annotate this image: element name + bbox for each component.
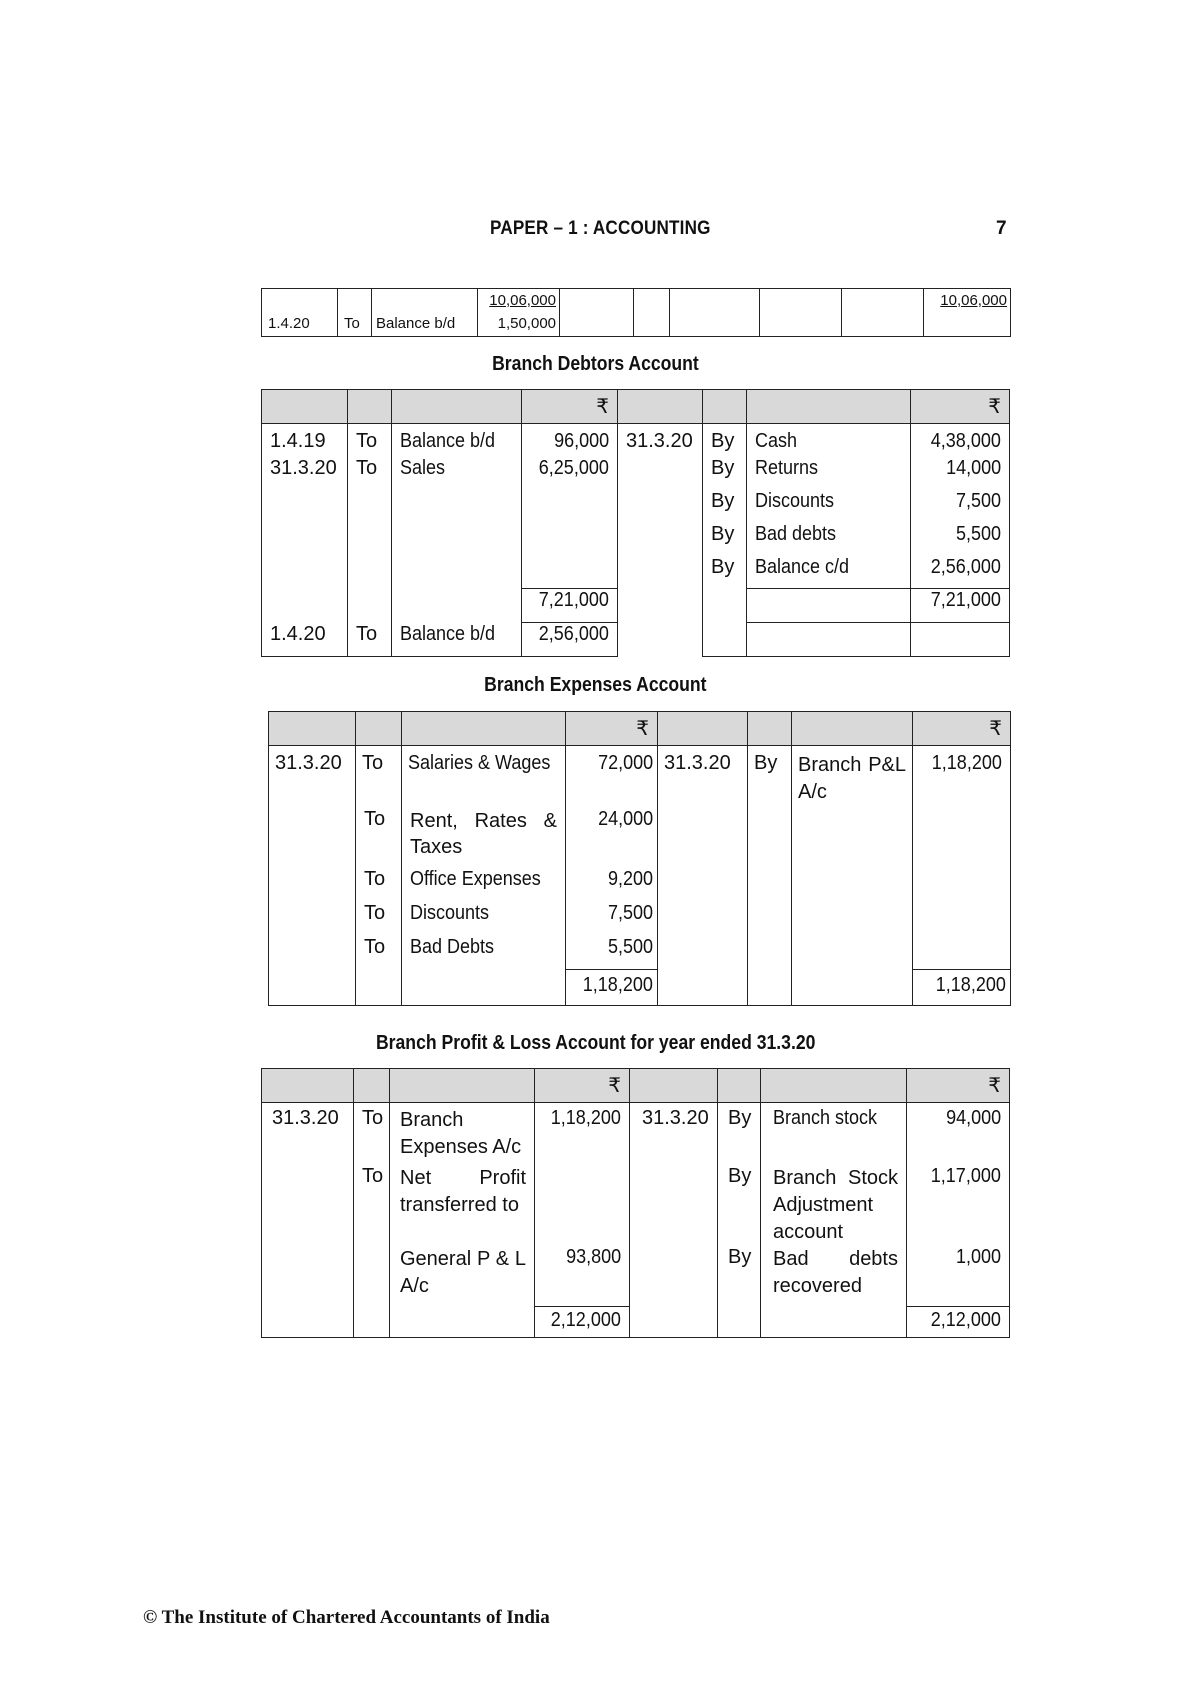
debtors-dr-particulars: Sales bbox=[400, 456, 446, 479]
expenses-dr-prefix: To bbox=[356, 936, 402, 970]
expenses-dr-prefix: To bbox=[356, 746, 402, 808]
debtors-total-dr: 7,21,000 bbox=[538, 589, 609, 611]
debtors-cr-amount: 4,38,000 bbox=[930, 430, 1001, 452]
expenses-total-cr: 1,18,200 bbox=[935, 974, 1006, 996]
debtors-currency-dr: ₹ bbox=[522, 390, 618, 424]
debtors-dr-particulars: Balance b/d bbox=[400, 430, 496, 452]
expenses-dr-amount: 72,000 bbox=[597, 752, 653, 774]
debtors-cr-prefix: By bbox=[703, 523, 747, 556]
pl-cr-prefix: By bbox=[718, 1161, 761, 1246]
debtors-cr-date bbox=[618, 457, 703, 490]
debtors-cr-particulars: Cash bbox=[755, 430, 798, 452]
debtors-dr-prefix: To bbox=[348, 457, 392, 490]
expenses-dr-amount: 5,500 bbox=[607, 935, 653, 958]
pl-dr-particulars: General P & L A/c bbox=[390, 1246, 535, 1306]
pl-dr-prefix: To bbox=[354, 1103, 390, 1162]
pl-dr-amount: 1,18,200 bbox=[550, 1107, 621, 1129]
debtors-total-cr: 7,21,000 bbox=[930, 589, 1001, 611]
debtors-cr-amount: 7,500 bbox=[955, 489, 1001, 512]
expenses-dr-amount: 9,200 bbox=[607, 867, 653, 890]
expenses-dr-prefix: To bbox=[356, 868, 402, 902]
debtors-cr-prefix: By bbox=[703, 556, 747, 589]
debtors-cr-particulars: Balance c/d bbox=[755, 555, 850, 578]
expenses-total-dr: 1,18,200 bbox=[582, 974, 653, 996]
debtors-closing-prefix: To bbox=[348, 623, 392, 657]
pl-dr-amount: 93,800 bbox=[565, 1246, 621, 1268]
expenses-currency-dr: ₹ bbox=[566, 712, 658, 746]
expenses-dr-particulars: Rent, Rates & Taxes bbox=[402, 808, 566, 868]
expenses-dr-particulars: Office Expenses bbox=[410, 867, 541, 890]
continued-row-prefix: To bbox=[338, 313, 372, 337]
pl-cr-amount: 94,000 bbox=[945, 1107, 1001, 1129]
pl-dr-particulars: Net Profit transferred to bbox=[390, 1161, 535, 1246]
pl-total-dr: 2,12,000 bbox=[550, 1308, 621, 1331]
pl-total-cr: 2,12,000 bbox=[930, 1308, 1001, 1331]
debtors-cr-amount: 5,500 bbox=[955, 522, 1001, 545]
expenses-dr-amount: 7,500 bbox=[607, 901, 653, 924]
page-header-title: PAPER – 1 : ACCOUNTING bbox=[490, 218, 711, 239]
expenses-cr-particulars: Branch P&L A/c bbox=[792, 746, 913, 808]
expenses-dr-particulars: Bad Debts bbox=[410, 935, 495, 958]
pl-cr-prefix: By bbox=[718, 1103, 761, 1162]
expenses-dr-particulars: Salaries & Wages bbox=[408, 752, 551, 774]
pl-dr-particulars: Branch Expenses A/c bbox=[390, 1103, 535, 1162]
expenses-account-title: Branch Expenses Account bbox=[484, 674, 707, 696]
expenses-dr-amount: 24,000 bbox=[597, 807, 653, 830]
debtors-closing-particulars: Balance b/d bbox=[400, 622, 496, 645]
debtors-account-table bbox=[261, 389, 1010, 657]
pl-cr-date: 31.3.20 bbox=[630, 1103, 718, 1162]
expenses-cr-date: 31.3.20 bbox=[658, 746, 748, 808]
pl-cr-amount: 1,17,000 bbox=[930, 1165, 1001, 1187]
pl-dr-date: 31.3.20 bbox=[262, 1103, 354, 1162]
pl-cr-particulars: Branch Stock Adjustment account bbox=[761, 1161, 907, 1246]
expenses-cr-prefix: By bbox=[748, 746, 792, 808]
debtors-dr-date: 31.3.20 bbox=[262, 457, 348, 490]
expenses-cr-amount: 1,18,200 bbox=[931, 752, 1002, 774]
debtors-dr-prefix: To bbox=[348, 424, 392, 457]
debtors-cr-particulars: Discounts bbox=[755, 489, 835, 512]
pl-cr-amount: 1,000 bbox=[955, 1246, 1001, 1268]
page-number: 7 bbox=[996, 218, 1007, 239]
debtors-cr-amount: 14,000 bbox=[945, 456, 1001, 479]
continued-total-cr: 10,06,000 bbox=[924, 289, 1011, 313]
debtors-cr-prefix: By bbox=[703, 424, 747, 457]
pl-account-title: Branch Profit & Loss Account for year ended 31.3.20 bbox=[375, 1032, 816, 1054]
debtors-currency-cr: ₹ bbox=[911, 390, 1010, 424]
debtors-cr-prefix: By bbox=[703, 457, 747, 490]
expenses-account-table bbox=[268, 711, 1011, 1006]
expenses-dr-particulars: Discounts bbox=[410, 901, 490, 924]
continued-row-particulars: Balance b/d bbox=[372, 313, 478, 337]
expenses-dr-prefix: To bbox=[356, 808, 402, 868]
pl-cr-particulars: Bad debts recovered bbox=[761, 1246, 907, 1306]
debtors-cr-prefix: By bbox=[703, 490, 747, 523]
debtors-cr-amount: 2,56,000 bbox=[930, 555, 1001, 578]
pl-currency-dr: ₹ bbox=[535, 1069, 630, 1103]
continued-row-date: 1.4.20 bbox=[262, 313, 338, 337]
debtors-cr-particulars: Returns bbox=[755, 456, 819, 479]
debtors-closing-amount: 2,56,000 bbox=[538, 623, 609, 645]
expenses-dr-date: 31.3.20 bbox=[269, 746, 356, 808]
continued-ledger-table bbox=[261, 288, 1011, 337]
debtors-dr-amount: 6,25,000 bbox=[538, 456, 609, 479]
pl-cr-particulars: Branch stock bbox=[773, 1107, 878, 1129]
pl-account-table bbox=[261, 1068, 1010, 1338]
expenses-dr-prefix: To bbox=[356, 902, 402, 936]
debtors-cr-particulars: Bad debts bbox=[755, 522, 837, 545]
debtors-account-title: Branch Debtors Account bbox=[492, 353, 699, 375]
pl-currency-cr: ₹ bbox=[907, 1069, 1010, 1103]
debtors-dr-date: 1.4.19 bbox=[262, 424, 348, 457]
continued-total-dr: 10,06,000 bbox=[478, 289, 560, 313]
debtors-closing-date: 1.4.20 bbox=[262, 623, 348, 657]
debtors-cr-date: 31.3.20 bbox=[618, 424, 703, 457]
pl-cr-prefix: By bbox=[718, 1246, 761, 1306]
debtors-dr-amount: 96,000 bbox=[553, 430, 609, 452]
expenses-currency-cr: ₹ bbox=[913, 712, 1011, 746]
continued-row-amount: 1,50,000 bbox=[478, 313, 560, 337]
pl-dr-prefix: To bbox=[354, 1161, 390, 1246]
copyright-footer: © The Institute of Chartered Accountants of India bbox=[143, 1607, 550, 1628]
